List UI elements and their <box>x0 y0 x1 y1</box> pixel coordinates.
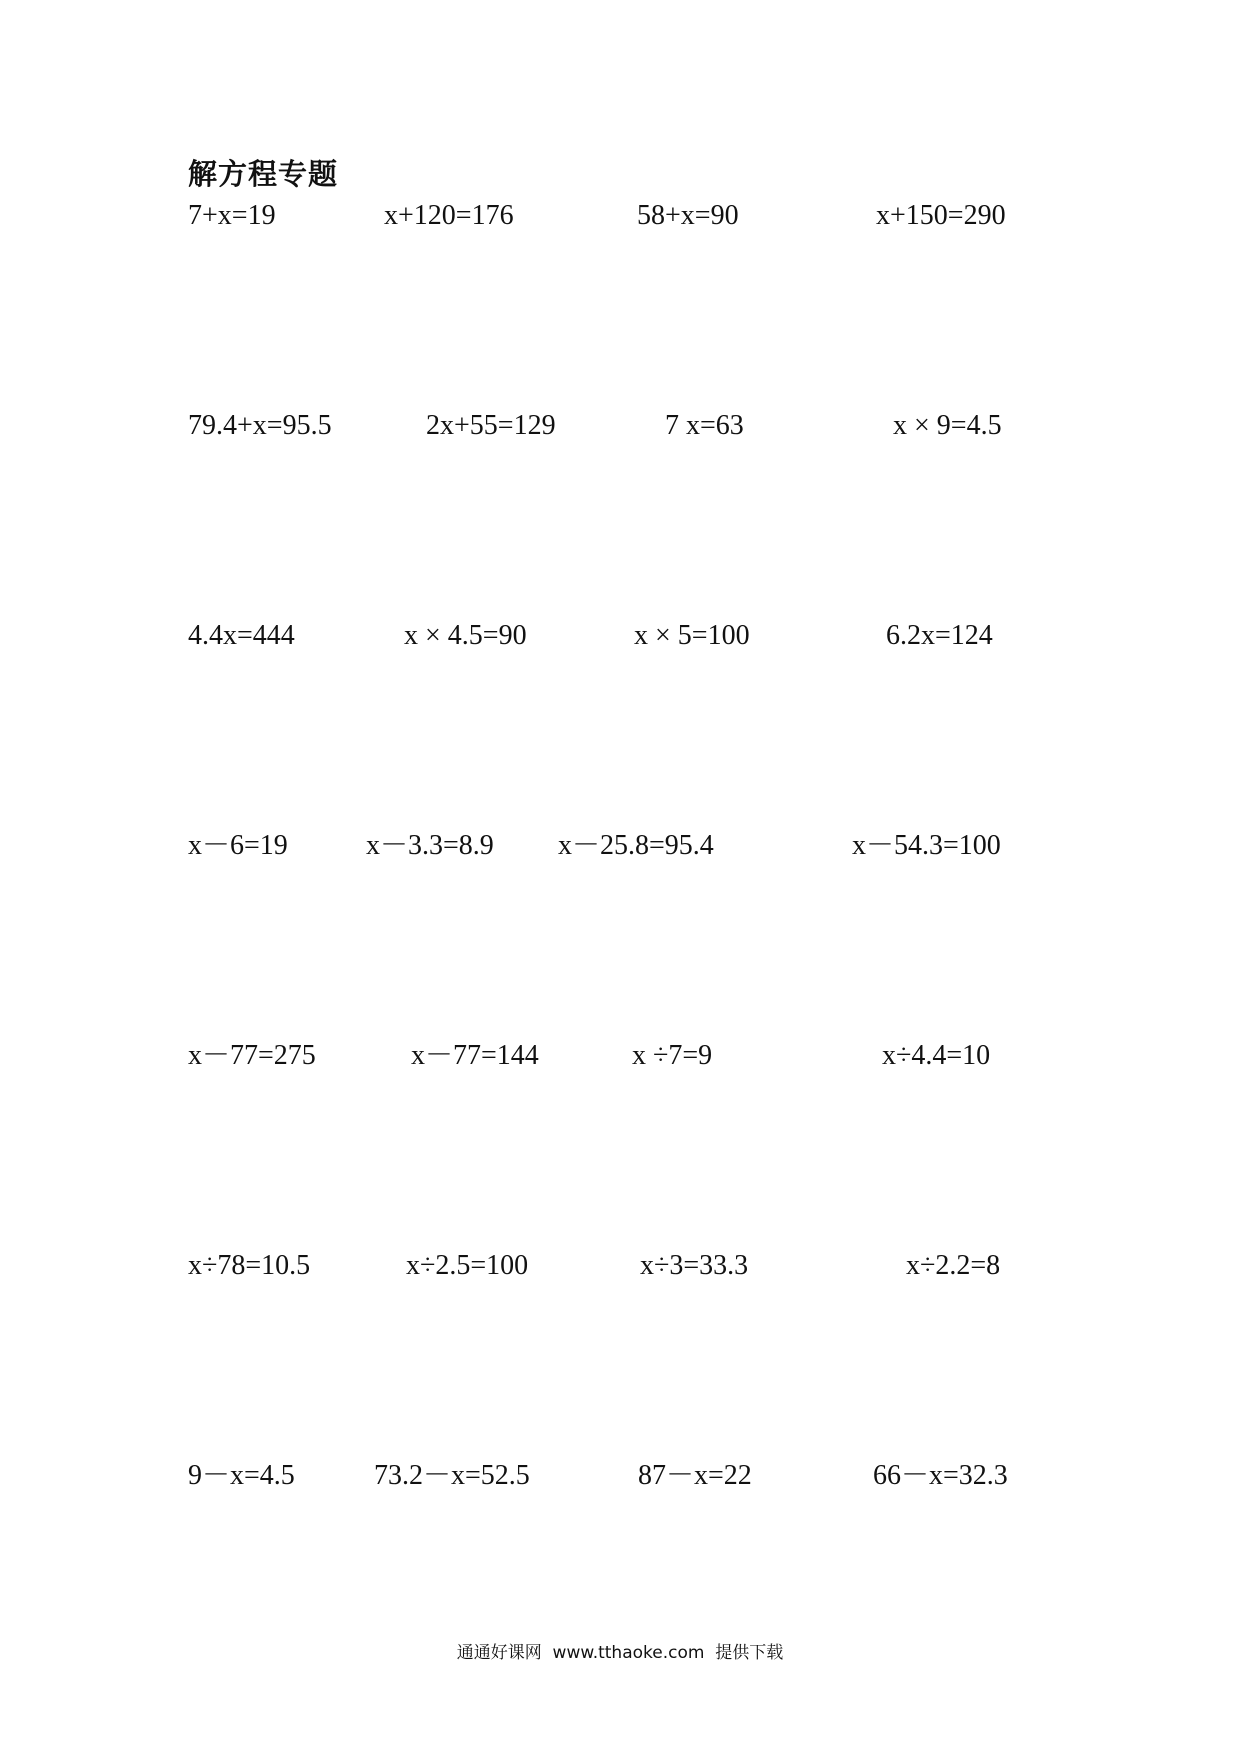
page-footer: 通通好课网 www.tthaoke.com 提供下载 <box>456 1643 784 1663</box>
equation: 79.4+x=95.5 <box>188 410 332 441</box>
equation: 73.2－x=52.5 <box>374 1460 530 1491</box>
equation: 58+x=90 <box>637 200 739 231</box>
equation: x÷4.4=10 <box>882 1040 991 1071</box>
equation: 9－x=4.5 <box>188 1460 295 1491</box>
equation: 2x+55=129 <box>426 410 556 441</box>
equation: x × 5=100 <box>634 620 750 651</box>
equation: x－25.8=95.4 <box>558 830 714 861</box>
equation: 7 x=63 <box>665 410 744 441</box>
equation: 66－x=32.3 <box>873 1460 1008 1491</box>
equation: x－77=275 <box>188 1040 316 1071</box>
equation: x－54.3=100 <box>852 830 1001 861</box>
equation: x+120=176 <box>384 200 514 231</box>
equation: 87－x=22 <box>638 1460 752 1491</box>
equation: x÷2.2=8 <box>906 1250 1001 1281</box>
equation: x÷2.5=100 <box>406 1250 529 1281</box>
equation: x ÷7=9 <box>632 1040 713 1071</box>
equation: x × 9=4.5 <box>893 410 1002 441</box>
equation: x÷3=33.3 <box>640 1250 749 1281</box>
equation: 4.4x=444 <box>188 620 295 651</box>
equation: x+150=290 <box>876 200 1006 231</box>
equation: x－77=144 <box>411 1040 539 1071</box>
equation: 7+x=19 <box>188 200 276 231</box>
equation: x÷78=10.5 <box>188 1250 311 1281</box>
equation: x × 4.5=90 <box>404 620 527 651</box>
equation: 6.2x=124 <box>886 620 993 651</box>
equation: x－6=19 <box>188 830 288 861</box>
equation: x－3.3=8.9 <box>366 830 494 861</box>
page-title: 解方程专题 <box>188 157 339 191</box>
